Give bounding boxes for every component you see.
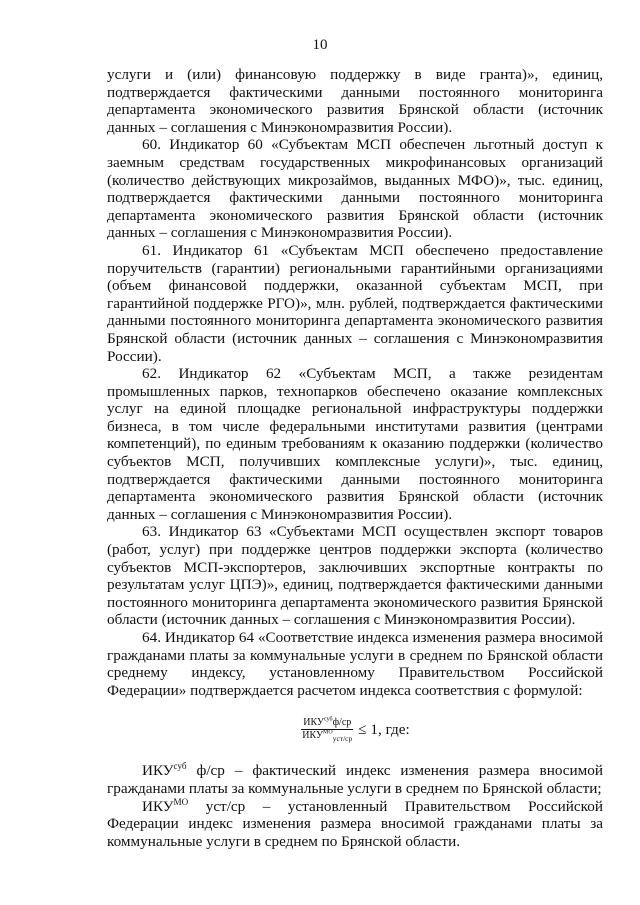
formula-numerator xyxy=(301,717,353,730)
denominator-base: ИКУ xyxy=(302,730,324,742)
denominator-superscript: МО xyxy=(323,730,333,737)
symbol-tail: ф/ср xyxy=(186,762,225,780)
formula-denominator xyxy=(300,730,354,742)
symbol-superscript: суб xyxy=(173,761,187,772)
definition-actual-index xyxy=(107,762,603,797)
symbol-tail: уст/ср xyxy=(188,797,246,815)
paragraph-indicator-60: 60. Индикатор 60 «Субъектам МСП обеспечен льготный доступ к заемным средствам государственных микрофинансовых организаций (количество действующих микрозаймов, выданных МФО)», тыс. единиц, подтверждается фактическими данными постоянного мониторинга департамента экономического развития Брянской области (источник данных – соглашения с Минэкономразвития России). xyxy=(107,136,603,242)
paragraph-indicator-63: 63. Индикатор 63 «Субъектами МСП осуществлен экспорт товаров (работ, услуг) при поддержке центров поддержки экспорта (количество субъектов МСП-экспортеров, заключивших экспортные контракты по результатам услуг ЦПЭ)», единиц, подтверждается фактическими данными постоянного мониторинга департамента экономического развития Брянской области (источник данных – соглашения с Минэкономразвития России). xyxy=(107,523,603,629)
definition-established-index xyxy=(107,798,603,851)
definition-text: – фактический индекс изменения размера вносимой гражданами платы за коммунальные услуги в среднем по Брянской области; xyxy=(107,762,603,797)
numerator-tail: ф/ср xyxy=(332,717,352,729)
numerator-base: ИКУ xyxy=(303,717,325,729)
symbol-base: ИКУ xyxy=(142,762,174,780)
symbol-superscript: МО xyxy=(173,796,189,807)
page-number: 10 xyxy=(312,37,328,53)
paragraph-indicator-62: 62. Индикатор 62 «Субъектам МСП, а также резидентам промышленных парков, технопарков обеспечено оказание комплексных услуг на единой площадке региональной инфраструктуры поддержки бизнеса, в том числе федеральными институтами развития (центрами компетенций), по единым требованиям к оказанию поддержки (количество субъектов МСП, получивших комплексные услуги)», тыс. единиц, подтверждается фактическими данными постоянного мониторинга департамента экономического развития Брянской области (источник данных – соглашения с Минэкономразвития России). xyxy=(107,365,603,523)
formula-fraction xyxy=(300,717,354,742)
formula-rest: ≤ 1, где: xyxy=(358,721,410,739)
paragraph-continuation: услуги и (или) финансовую поддержку в виде гранта)», единиц, подтверждается фактическими данными постоянного мониторинга департамента экономического развития Брянской области (источник данных – соглашения с Минэкономразвития России). xyxy=(107,66,603,136)
document-body xyxy=(107,66,603,850)
symbol-base: ИКУ xyxy=(142,797,174,815)
definition-symbol xyxy=(142,762,225,779)
paragraph-indicator-64: 64. Индикатор 64 «Соответствие индекса изменения размера вносимой гражданами платы за коммунальные услуги в среднем по Брянской области среднему индексу, установленному Правительством Российской Федерации» подтверждается расчетом индекса соответствия с формулой: xyxy=(107,629,603,699)
definition-text: – установленный Правительством Российской Федерации индекс изменения размера вносимой гражданами платы за коммунальные услуги в среднем по Брянской области. xyxy=(107,797,603,850)
definition-symbol xyxy=(142,798,245,815)
paragraph-indicator-61: 61. Индикатор 61 «Субъектам МСП обеспечено предоставление поручительств (гарантии) региональными гарантийными организациями (объем финансовой поддержки, оказанной субъектам МСП, при гарантийной поддержке РГО)», млн. рублей, подтверждается фактическими данными постоянного мониторинга департамента экономического развития Брянской области (источник данных – соглашения с Минэкономразвития России). xyxy=(107,241,603,365)
denominator-subscript: уст/ср xyxy=(332,734,353,744)
formula xyxy=(107,717,603,742)
numerator-superscript: суб xyxy=(324,717,333,724)
